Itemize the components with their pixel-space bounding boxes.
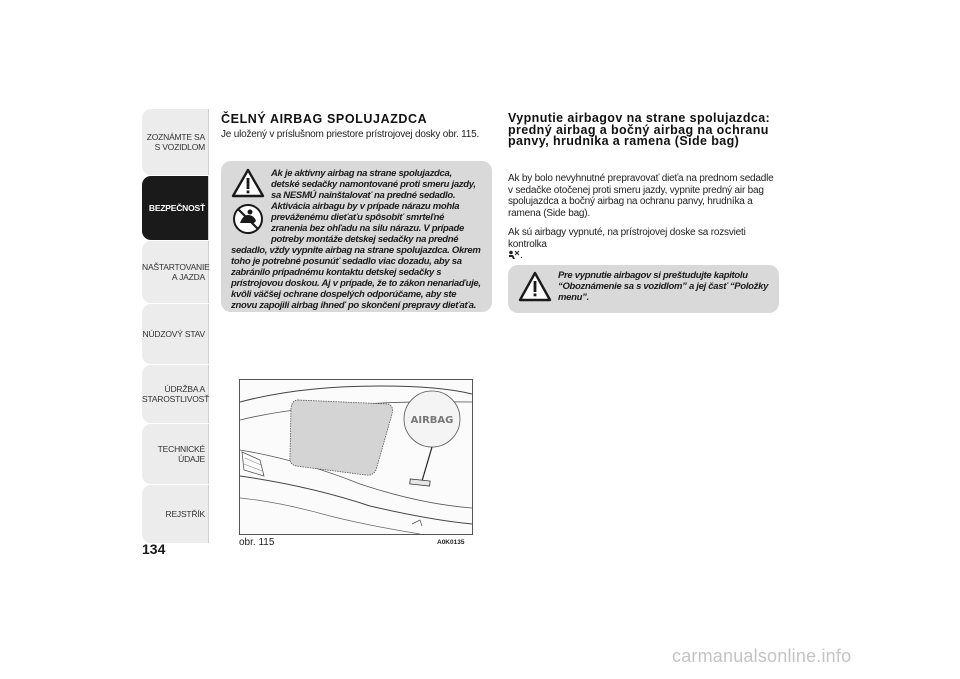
tab-label: NAŠTARTOVANIE A JAZDA (142, 262, 210, 282)
tab-nastartovanie[interactable] (142, 241, 209, 303)
warning-triangle-icon (518, 270, 552, 304)
warning-icons (518, 270, 552, 306)
tab-label: ZOZNÁMTE SA S VOZIDLOM (146, 132, 205, 152)
figure-code: A0K0135 (437, 539, 465, 546)
warning-rest-text: V prípade potreby montáže detskej sedačky na predné sedadlo, vždy vypnite airbag na strane spolujazdca. Okrem toho je potrebné posunúť sedadlo viac dozadu, aby sa zabránilo prípadnému kontaktu detskej sedačky s prístrojovou doskou. Aj v prípade, že to zákon nenariaďuje, kvôli väčšej ochrane dospelých odporúčame, aby ste znovu zapojili airbag ihneď po skončení prepravy dieťaťa. (231, 223, 481, 311)
intro-paragraph: Je uložený v príslušnom priestore prístrojovej dosky obr. 115. (221, 129, 480, 140)
tab-label: TECHNICKÉ ÚDAJE (157, 444, 205, 464)
subsection-heading: Vypnutie airbagov na strane spolujazdca: predný airbag a bočný airbag na ochranu panvy, hrudníka a ramena (Side bag) (508, 111, 771, 148)
body-paragraph-2 (508, 227, 778, 262)
figure-dashboard-airbag (239, 379, 473, 535)
body-paragraph-2-end: . (520, 250, 523, 262)
page-number: 134 (142, 541, 166, 557)
tab-rejstrik[interactable] (142, 485, 209, 543)
tab-label: BEZPEČNOSŤ (148, 203, 205, 213)
airbag-off-indicator-icon (508, 250, 520, 261)
warning-text: Pre vypnutie airbagov si preštudujte kapitolu “Oboznámenie sa s vozidlom” a jej časť “Položky menu”. (558, 270, 769, 303)
body-paragraph-2-text: Ak sú airbagy vypnuté, na prístrojovej doske sa rozsvieti kontrolka (508, 227, 746, 250)
tab-udrzba[interactable] (142, 365, 209, 423)
figure-airbag-label: AIRBAG (410, 415, 454, 426)
warning-text (231, 168, 482, 311)
warning-box-deactivation (508, 265, 779, 313)
tab-label: ÚDRŽBA A STAROSTLIVOSŤ (142, 384, 210, 404)
section-heading: ČELNÝ AIRBAG SPOLUJAZDCA (221, 112, 428, 126)
figure-caption: obr. 115 (239, 537, 275, 548)
warning-lead-text: Ak je aktívny airbag na strane spolujazdca, detské sedačky namontované proti smeru jazdy, sa NESMÚ nainštalovať na predné sedadlo. Aktivácia airbagu by v prípade nárazu mohla preváženému dieťaťu spôsobiť smrteľné zranenia bez ohľadu na silu nárazu. (271, 168, 476, 234)
no-child-seat-icon (234, 205, 262, 233)
tab-technicke-udaje[interactable] (142, 424, 209, 484)
tab-bezpecnost[interactable] (142, 176, 209, 240)
body-paragraph-1: Ak by bolo nevyhnutné prepravovať dieťa na prednom sedadle v sedačke otočenej proti smeru jazdy, vypnite predný air bag spolujazdca a bočný airbag na ochranu panvy, hrudníka a ramena (Side bag). (508, 173, 774, 219)
tab-vozidlo[interactable] (142, 109, 209, 175)
watermark: carmanualsonline.info (672, 646, 852, 666)
tab-label: NÚDZOVÝ STAV (142, 329, 205, 339)
tab-label: REJSTŘÍK (165, 509, 205, 519)
warning-icons (231, 168, 265, 238)
warning-box-airbag (221, 161, 492, 312)
warning-triangle-icon (233, 170, 263, 196)
tab-nudzovy-stav[interactable] (142, 304, 209, 364)
